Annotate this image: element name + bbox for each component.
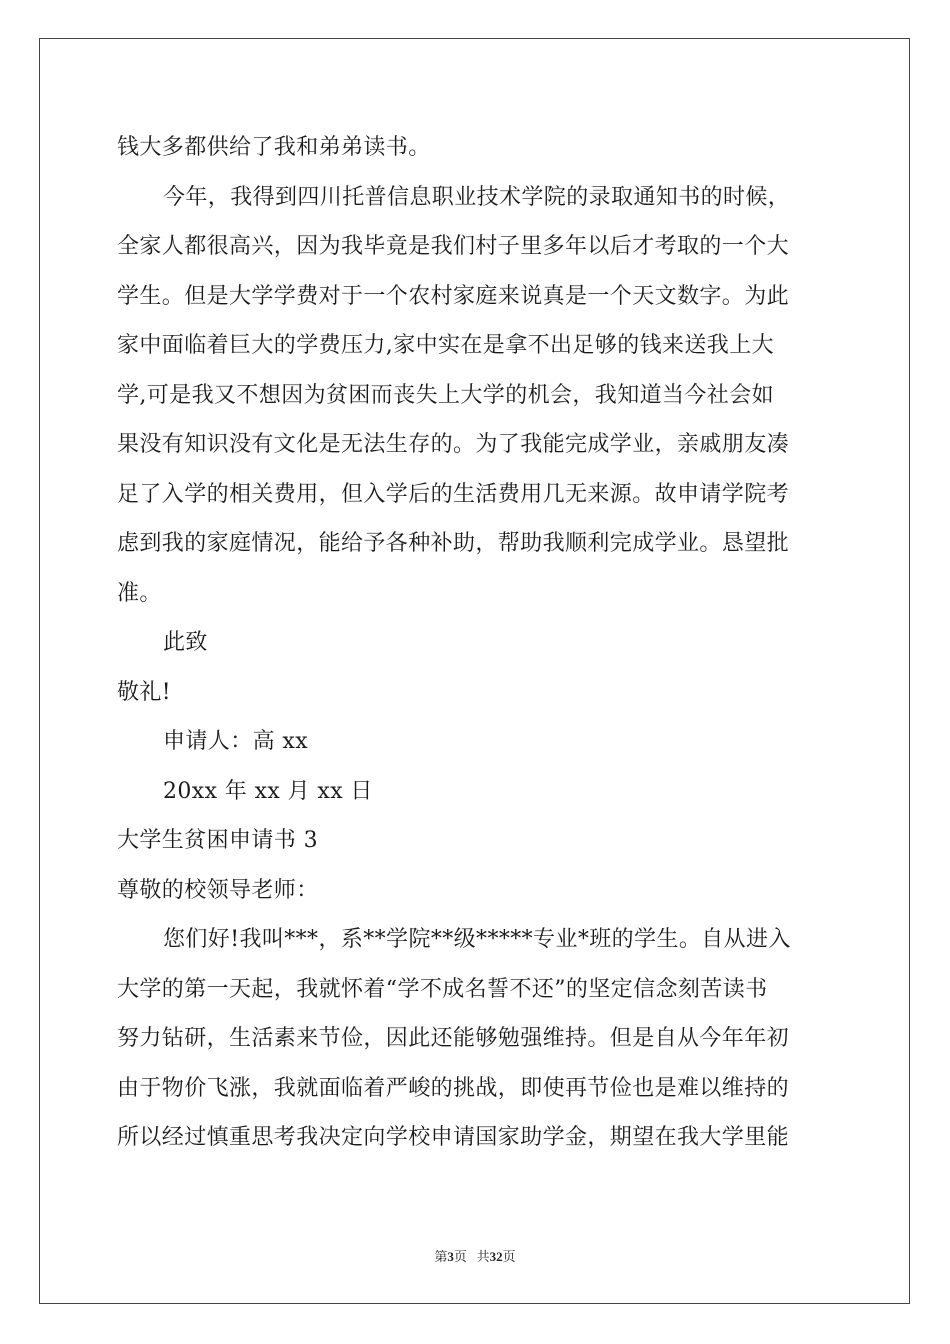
paragraph-line: 果没有知识没有文化是无法生存的。为了我能完成学业，亲戚朋友凑 [117, 432, 790, 457]
paragraph-line: 学生。但是大学学费对于一个农村家庭来说真是一个天文数字。为此 [117, 283, 790, 309]
paragraph-line: 学,可是我又不想因为贫困而丧失上大学的机会，我知道当今社会如 [117, 382, 774, 408]
paragraph-line: 准。 [117, 580, 162, 606]
paragraph-line: 今年，我得到四川托普信息职业技术学院的录取通知书的时候， [163, 184, 791, 210]
salutation-line: 敬礼! [117, 679, 172, 705]
paragraph-line: 您们好!我叫***，系**学院**级*****专业*班的学生。自从进入 [163, 927, 791, 952]
paragraph-line: 所以经过慎重思考我决定向学校申请国家助学金，期望在我大学里能 [117, 1125, 790, 1150]
total-prefix: 共 [476, 1249, 490, 1264]
page-unit: 页 [453, 1249, 467, 1264]
salutation-line: 此致 [163, 630, 208, 655]
paragraph-line: 钱大多都供给了我和弟弟读书。 [117, 135, 431, 160]
total-unit: 页 [502, 1249, 516, 1264]
paragraph-line: 由于物价飞涨，我就面临着严峻的挑战，即使再节俭也是难以维持的 [117, 1075, 790, 1101]
paragraph-line: 努力钻研，生活素来节俭，因此还能够勉强维持。但是自从今年年初 [117, 1026, 790, 1051]
paragraph-line: 全家人都很高兴，因为我毕竟是我们村子里多年以后才考取的一个大 [117, 234, 790, 259]
paragraph-line: 大学的第一天起，我就怀着“学不成名誓不还”的坚定信念刻苦读书 [117, 976, 768, 1002]
applicant-line: 申请人：高 xx [163, 729, 309, 754]
paragraph-line: 虑到我的家庭情况，能给予各种补助，帮助我顺利完成学业。恳望批 [117, 531, 790, 556]
document-body [117, 123, 837, 1163]
paragraph-line: 足了入学的相关费用，但入学后的生活费用几无来源。故申请学院考 [117, 481, 790, 507]
paragraph-line: 家中面临着巨大的学费压力,家中实在是拿不出足够的钱来送我上大 [117, 333, 774, 358]
current-page-number: 3 [447, 1249, 454, 1264]
page-prefix: 第 [434, 1249, 448, 1264]
page-footer [0, 1246, 950, 1265]
greeting-line: 尊敬的校领导老师： [117, 877, 319, 903]
total-page-count: 32 [489, 1249, 503, 1264]
section-title: 大学生贫困申请书 3 [117, 828, 318, 853]
date-line: 20xx 年 xx 月 xx 日 [163, 778, 373, 804]
